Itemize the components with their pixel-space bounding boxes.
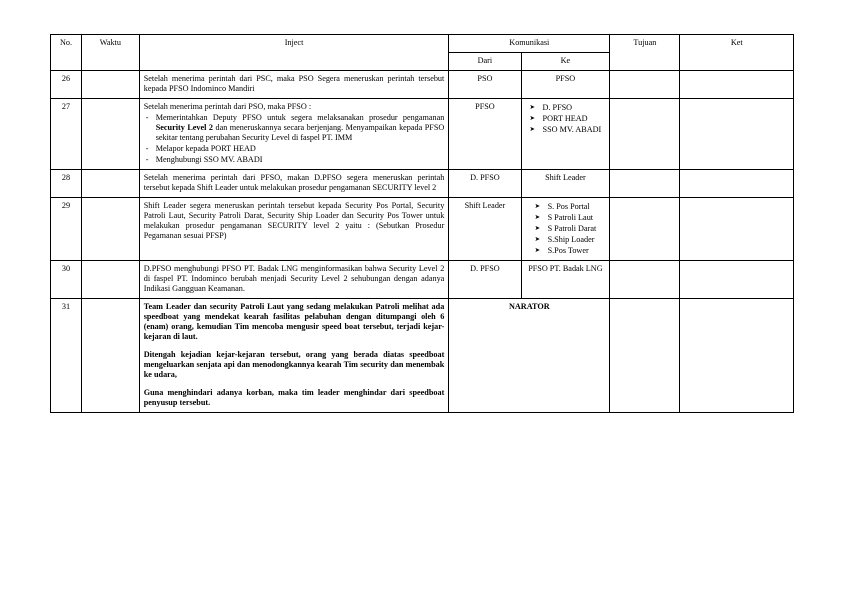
cell-narrator-label: NARATOR	[449, 299, 610, 413]
ke-list-wrap	[530, 102, 602, 135]
cell-waktu	[81, 99, 139, 170]
ke-list-wrap	[535, 201, 597, 256]
header-tujuan: Tujuan	[610, 35, 680, 71]
cell-tujuan	[610, 261, 680, 299]
narrator-paragraph: Guna menghindari adanya korban, maka tim leader menghindar dari speedboat penyusup tersebut.	[143, 388, 445, 407]
table-row	[51, 170, 794, 198]
cell-no: 27	[51, 99, 82, 170]
cell-dari: D. PFSO	[449, 261, 521, 299]
ke-list	[530, 103, 602, 135]
list-item: - Menghubungi SSO MV. ABADI	[144, 155, 445, 165]
list-item: - Melapor kepada PORT HEAD	[144, 144, 445, 154]
cell-waktu	[81, 261, 139, 299]
cell-inject	[139, 170, 449, 198]
inject-text: Shift Leader segera meneruskan perintah tersebut kepada Security Pos Portal, Security Patroli Laut, Security Patroli Darat, Security Ship Loader dan Security Pos Tower untuk melakukan prosedur pengamanan SECURITY level 2 yaitu : (Sebutkan Prosedur Pegamanan sesuai PFSP)	[143, 201, 445, 240]
table-row-narrator	[51, 299, 794, 413]
list-item: ➤ SSO MV. ABADI	[530, 125, 602, 135]
cell-ke: PFSO	[521, 71, 610, 99]
list-item: ➤ S. Pos Portal	[535, 202, 597, 212]
cell-ket	[680, 99, 794, 170]
cell-ket	[680, 198, 794, 261]
ke-list	[535, 202, 597, 256]
cell-tujuan	[610, 170, 680, 198]
scenario-table	[50, 34, 794, 413]
header-komunikasi: Komunikasi	[449, 35, 610, 53]
cell-no: 28	[51, 170, 82, 198]
cell-no: 31	[51, 299, 82, 413]
cell-no: 30	[51, 261, 82, 299]
cell-inject	[139, 198, 449, 261]
list-item: ➤ S Patroli Darat	[535, 224, 597, 234]
table-header-row-1	[51, 35, 794, 53]
cell-ke	[521, 198, 610, 261]
cell-ket	[680, 71, 794, 99]
list-item: ➤ S.Ship Loader	[535, 235, 597, 245]
inject-text: D.PFSO menghubungi PFSO PT. Badak LNG menginformasikan bahwa Security Level 2 di faspel PT. Indominco berubah menjadi Security Level 2 sehubungan dengan adanya Indikasi Gangguan Keamanan.	[143, 264, 445, 293]
cell-tujuan	[610, 299, 680, 413]
cell-tujuan	[610, 99, 680, 170]
table-row	[51, 198, 794, 261]
cell-inject-narrator	[139, 299, 449, 413]
cell-no: 26	[51, 71, 82, 99]
cell-inject	[139, 71, 449, 99]
list-item: ➤ PORT HEAD	[530, 114, 602, 124]
list-item: ➤ S Patroli Laut	[535, 213, 597, 223]
list-item: ➤ D. PFSO	[530, 103, 602, 113]
table-row	[51, 261, 794, 299]
cell-waktu	[81, 170, 139, 198]
table-row	[51, 99, 794, 170]
cell-tujuan	[610, 198, 680, 261]
cell-dari: Shift Leader	[449, 198, 521, 261]
list-item: - Memerintahkan Deputy PFSO untuk segera melaksanakan prosedur pengamanan Security Level 2 dan meneruskannya secara berjenjang. Menyampaikan kepada PFSO sekitar tentang perubahan Security Level di faspel PT. IMM	[144, 113, 445, 143]
list-item: ➤ S.Pos Tower	[535, 246, 597, 256]
cell-no: 29	[51, 198, 82, 261]
cell-ket	[680, 261, 794, 299]
cell-inject	[139, 99, 449, 170]
cell-ke	[521, 99, 610, 170]
cell-dari: PFSO	[449, 99, 521, 170]
table-body	[51, 71, 794, 413]
header-no: No.	[51, 35, 82, 71]
cell-ket	[680, 170, 794, 198]
narrator-paragraph: Ditengah kejadian kejar-kejaran tersebut, orang yang berada diatas speedboat mengeluarkan senjata api dan menodongkannya kearah Tim security dan menembak ke udara,	[143, 350, 445, 379]
cell-inject	[139, 261, 449, 299]
header-ke: Ke	[521, 53, 610, 71]
cell-ke: Shift Leader	[521, 170, 610, 198]
inject-list	[144, 113, 445, 165]
cell-waktu	[81, 198, 139, 261]
header-ket: Ket	[680, 35, 794, 71]
table-header	[51, 35, 794, 71]
cell-tujuan	[610, 71, 680, 99]
cell-waktu	[81, 299, 139, 413]
inject-text: Setelah menerima perintah dari PFSO, makan D.PFSO segera meneruskan perintah tersebut kepada Shift Leader untuk melakukan prosedur pengamanan SECURITY level 2	[143, 173, 445, 192]
inject-text: Setelah menerima perintah dari PSC, maka PSO Segera meneruskan perintah tersebut kepada PFSO Indominco Mandiri	[143, 74, 445, 93]
cell-ke: PFSO PT. Badak LNG	[521, 261, 610, 299]
header-waktu: Waktu	[81, 35, 139, 71]
table-row	[51, 71, 794, 99]
cell-ket	[680, 299, 794, 413]
header-dari: Dari	[449, 53, 521, 71]
cell-waktu	[81, 71, 139, 99]
narrator-paragraph: Team Leader dan security Patroli Laut yang sedang melakukan Patroli melihat ada speedboat yang mendekat kearah fasilitas pelabuhan dengan ditumpangi oleh 6 (enam) orang, kemudian Tim mencoba mengusir speed boat tersebut, terjadi kejar-kejaran di laut.	[143, 302, 445, 341]
inject-text: Setelah menerima perintah dari PSO, maka PFSO :	[143, 102, 312, 111]
header-inject: Inject	[139, 35, 449, 71]
cell-dari: D. PFSO	[449, 170, 521, 198]
cell-dari: PSO	[449, 71, 521, 99]
